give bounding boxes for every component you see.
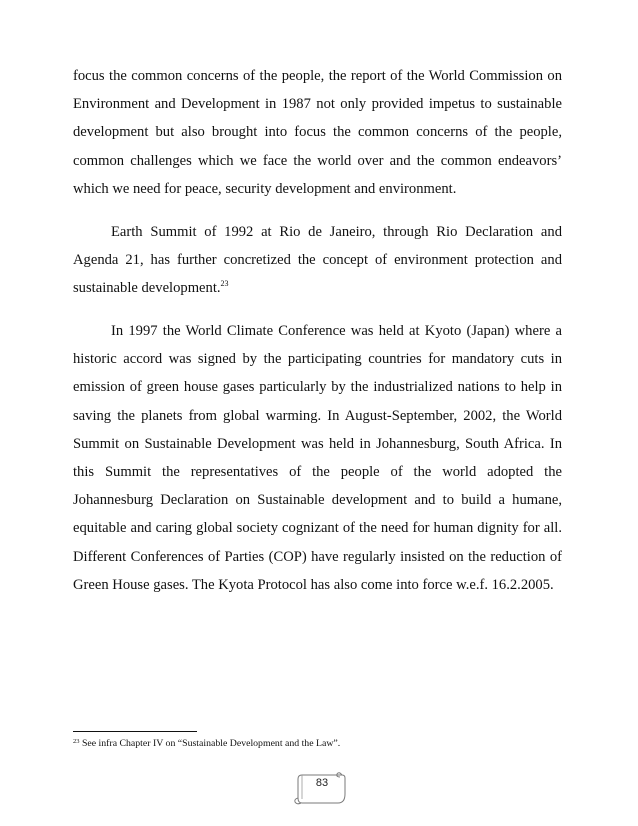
page-number: 83 — [315, 777, 329, 789]
footnote-reference-23[interactable]: 23 — [220, 279, 229, 289]
footnote-23 — [73, 737, 562, 750]
body-paragraph-1 — [73, 62, 562, 203]
footnote-separator — [73, 731, 197, 732]
footnote-text: See infra Chapter IV on “Sustainable Development and the Law”. — [79, 738, 341, 749]
body-paragraph-3 — [73, 317, 562, 599]
paragraph-1-text: focus the common concerns of the people, the report of the World Commission on Environment and Development in 1987 not only provided impetus to sustainable development but also brought into focus the common concerns of the people, common challenges which we face the world over and the common endeavors’ which we need for peace, security development and environment. — [73, 68, 562, 197]
paragraph-2-text: Earth Summit of 1992 at Rio de Janeiro, through Rio Declaration and Agenda 21, has further concretized the concept of environment protection and sustainable development. — [73, 224, 562, 297]
paragraph-3-text: In 1997 the World Climate Conference was held at Kyoto (Japan) where a historic accord was signed by the participating countries for mandatory cuts in emission of green house gases particularly by the industrialized nations to help in saving the planets from global warming. In August-September, 2002, the World Summit on Sustainable Development was held in Johannesburg, South Africa. In this Summit the representatives of the people of the world adopted the Johannesburg Declaration on Sustainable development and to build a humane, equitable and caring global society cognizant of the need for human dignity for all. Different Conferences of Parties (COP) have regularly insisted on the reduction of Green House gases. The Kyota Protocol has also come into force w.e.f. 16.2.2005. — [73, 323, 562, 593]
footnote-number: 23 — [73, 738, 80, 745]
page-number-badge — [288, 768, 350, 808]
body-paragraph-2 — [73, 218, 562, 303]
